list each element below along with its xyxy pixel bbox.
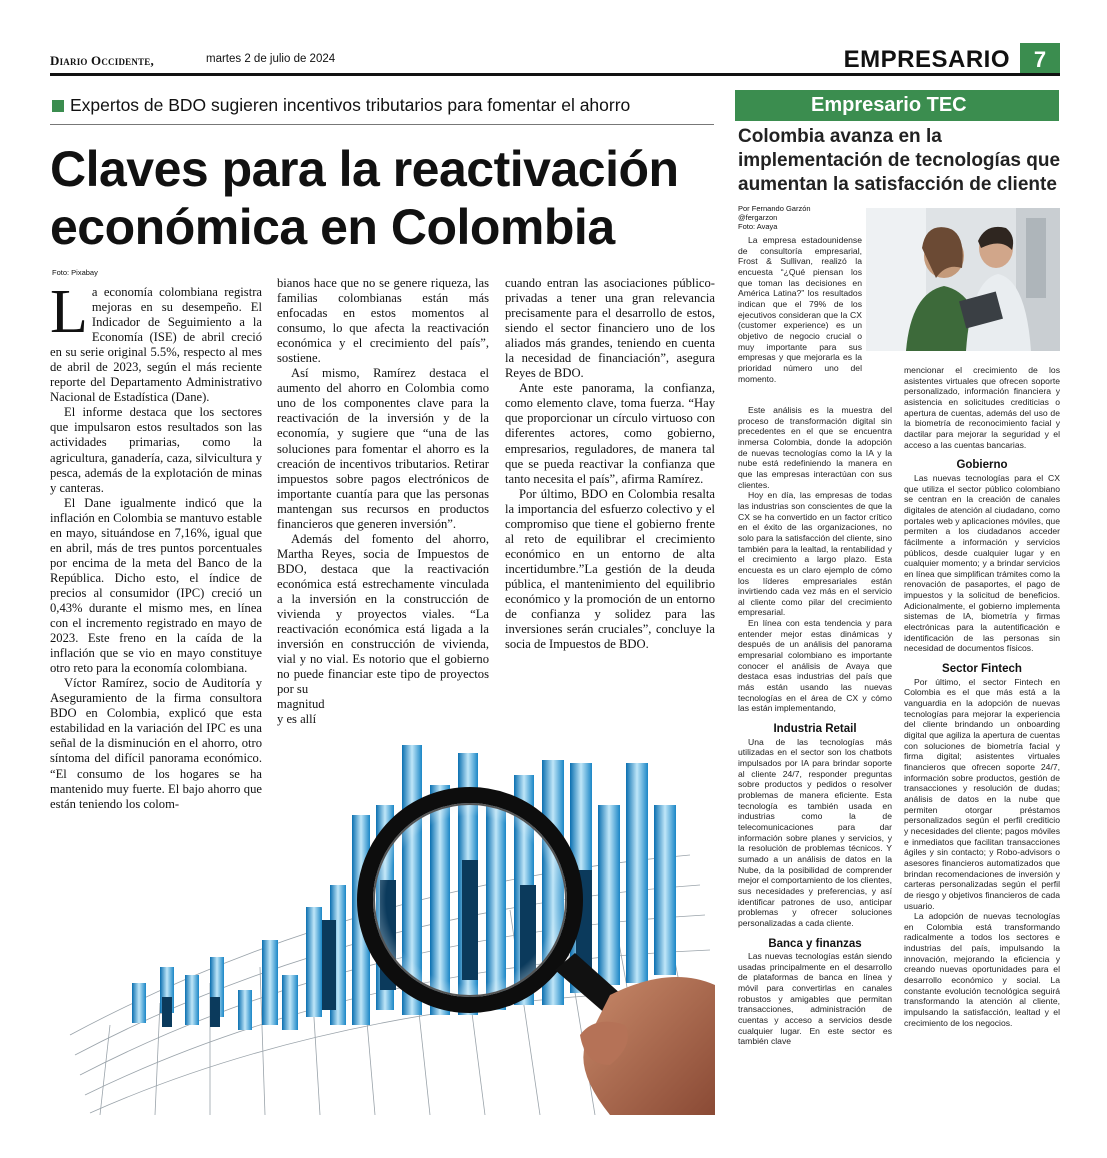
subhead-banca: Banca y finanzas [768, 937, 862, 950]
paragraph-fragment: y es allí [277, 712, 317, 727]
paragraph: El Dane igualmente indicó que la inflación en Colombia se mantuvo estable en mayo, situándose en 7,16%, igual que en abril, más de tres puntos porcentuales por encima de la meta del Banco de la República. Dicho esto, el índice de precios al consumidor (IPC) creció un 0,43% durante el mismo mes, en línea con el incremento registrado en mayo de 2023. Este freno en la caída de la inflación que se vio en mayo constituye otro reto para la economía colombiana. [50, 495, 262, 676]
drop-cap: L [50, 278, 88, 346]
tec-headline: Colombia avanza en la implementación de tecnologías que aumentan la satisfacción de cliente [738, 126, 1061, 195]
paper-name: Diario Occidente, [50, 53, 154, 68]
paragraph: Ante este panorama, la confianza, como elemento clave, toma fuerza. “Hay que proporcionar un círculo virtuoso con diferentes actores, como gobierno, empresarios, reguladores, de manera tal que se pueda reactivar la confianza que tanto necesita el país”, afirma Ramírez. [505, 381, 715, 486]
photo-credit: Foto: Pixabay [52, 268, 98, 277]
subhead-retail: Industria Retail [773, 723, 857, 736]
paragraph: Además del fomento del ahorro, Martha Reyes, socia de Impuestos de BDO, destaca que la reactivación económica está estrechamente vinculada a la inversión en la construcción de vivienda y proyectos viales. “La reactivación económica está ligada a la inversión en construcción de vivienda, vial y no vial. Es notorio que el gobierno no puede financiar este tipo de proyectos por su [277, 531, 489, 697]
tec-column-1 [738, 405, 892, 1047]
paragraph: mencionar el crecimiento de los asistentes virtuales que ofrecen soporte personalizado, información financiera y asistencia en solicitudes crediticias o apertura de cuentas, además del uso de la biometría de reconocimiento facial y dactilar para mejorar la seguridad y el acceso a las cuentas bancarias. [904, 365, 1060, 450]
headline-line-1: Claves para la reactivación [50, 141, 679, 197]
paragraph: El informe destaca que los sectores que impulsaron estos resultados son las actividades primarias, como la agricultura, ganadería, caza, silvicultura y pesca, además de la explotación de minas y canteras. [50, 405, 262, 495]
kicker-text: Expertos de BDO sugieren incentivos tributarios para fomentar el ahorro [70, 95, 631, 115]
green-square-icon [52, 100, 64, 112]
subhead-fintech: Sector Fintech [942, 663, 1022, 676]
paragraph: Así mismo, Ramírez destaca el aumento del ahorro en Colombia como uno de los componentes clave para la reactivación de la inversión y de la economía, y sugiere que “una de las soluciones para fomentar el ahorro es la creación de incentivos tributarios. Retirar impuestos sobre pagos electrónicos de importante cuantía para que las personas mantengan sus recursos en productos financieros que generen inversión”. [277, 366, 489, 531]
paragraph: Hoy en día, las empresas de todas las industrias son conscientes de que la CX se ha convertido en un factor crítico en el éxito de las organizaciones, no solo para la satisfacción del cliente, sino también para la lealtad, la rentabilidad y el crecimiento a largo plazo. Esta encuesta es un claro ejemplo de cómo los líderes empresariales están invirtiendo cada vez más en el servicio al cliente como pilar del crecimiento empresarial. [738, 490, 892, 618]
paragraph: bianos hace que no se genere riqueza, las familias colombianas están más enfocadas en estos momentos al consumo, lo que afecta la reactivación económica y el crecimiento del país”, sostiene. [277, 276, 489, 366]
paragraph: La empresa estadounidense de consultoría empresarial, Frost & Sullivan, realizó la encuesta “¿Qué piensan los que toman las decisiones en América Latina?” los resultados indican que el 79% de los ejecutivos consideran que la CX (customer experience) es un objetivo de negocio crucial o muy importante para sus empresas y que mejorarla es la prioridad número uno del momento. [738, 235, 862, 384]
subhead-gobierno: Gobierno [956, 459, 1008, 472]
byline-photo-credit: Foto: Avaya [738, 222, 778, 232]
article-column-1 [50, 278, 262, 812]
paragraph: Una de las tecnologías más utilizadas en el sector son los chatbots impulsados por IA para brindar soporte al cliente 24/7, responder preguntas sobre productos y pedidos o resolver problemas de manera eficiente. Esta tecnología es también usada en industrias como la de telecomunicaciones para dar información sobre planes y servicios, y la resolución de problemas técnicos. Y sumado a un análisis de datos en la Nube, da la posibilidad de comprender mejor el comportamiento de los clientes, sus necesidades y preferencias, y así identificar patrones de uso, anticipar problemas y ofrecer soluciones personalizadas a cada cliente. [738, 736, 892, 928]
paragraph: cuando entran las asociaciones público-privadas a tener una gran relevancia precisamente para el desarrollo de estos, siendo el sector financiero uno de los aliados más grandes, teniendo en cuenta la necesidad de financiación”, asegura Reyes de BDO. [505, 276, 715, 381]
byline-handle: @fergarzon [738, 213, 778, 223]
kicker-divider [50, 124, 714, 125]
paragraph: La economía colombiana registra mejoras en su desempeño. El Indicador de Seguimiento a la Economía (ISE) de abril creció en su serie original 5.5%, respecto al mes de abril de 2023, según el más reciente reporte del Departamento Administrativo Nacional de Estadística (Dane). [50, 278, 262, 405]
article-kicker [52, 95, 712, 116]
paragraph: En línea con esta tendencia y para entender mejor estas dinámicas y después de un análisis del panorama empresarial colombiano es importante conocer el análisis de Avaya que destaca esas industrias del país que más están usando las nuevas tecnologías en el área de CX y cómo las están implementando, [738, 618, 892, 714]
byline-author: Por Fernando Garzón [738, 204, 811, 213]
article-headline [50, 140, 730, 256]
issue-date: martes 2 de julio de 2024 [206, 53, 336, 65]
paragraph: Este análisis es la muestra del proceso de transformación digital sin precedentes en el que se encuentra inmersa Colombia, donde la adopción de nuevas tecnologías como la IA y la nube está redefiniendo la manera en que las empresas interactúan con sus clientes. [738, 405, 892, 490]
section-title: EMPRESARIO [843, 46, 1010, 73]
headline-line-2: económica en Colombia [50, 199, 615, 255]
paragraph: Las nuevas tecnologías están siendo usadas principalmente en el desarrollo de plataformas de banca en línea y móvil para convertirlas en canales robustos y amigables que permitan transacciones, administración de cuentas y acceso a servicios desde cualquier lugar. En este sector es también clave [738, 951, 892, 1047]
paragraph: Las nuevas tecnologías para el CX que utiliza el sector público colombiano se centran en la creación de canales digitales de atención al ciudadano, como portales web y aplicaciones móviles, que permiten a los ciudadanos acceder fácilmente a información y servicios públicos, desde cualquier lugar y en cualquier momento; y a brindar servicios en línea que simplifican trámites como la renovación de pasaportes, el pago de impuestos y la solicitud de beneficios. Adicionalmente, el gobierno implementa sistemas de IA, biometría y firmas electrónicas para la autentificación e identificación de las personas sin necesidad de documentos físicos. [904, 472, 1060, 654]
tec-byline [738, 204, 811, 232]
paragraph: Por último, BDO en Colombia resalta la importancia del esfuerzo colectivo y el compromiso que tiene el gobierno frente al reto de equilibrar el crecimiento económico en un entorno de alta incertidumbre.”La gestión de la deuda pública, el mantenimiento del equilibrio económico y la promoción de un entorno de confianza y solidez para las inversiones serán cruciales”, concluye la socia de Impuestos de BDO. [505, 486, 715, 652]
paragraph: Víctor Ramírez, socio de Auditoría y Aseguramiento de la firma consultora BDO en Colombia, explicó que esta estabilidad en la variación del IPC es una señal de la disminución en el ahorro, otro síntoma del difícil panorama económico. “El consumo de los hogares se ha mantenido muy fuerte. El bajo ahorro que están teniendo los colom- [50, 676, 262, 811]
article-column-3 [505, 276, 715, 652]
paragraph-fragment: magnitud [277, 697, 325, 712]
tec-column-2 [904, 365, 1060, 1028]
tec-banner: Empresario TEC [735, 90, 1059, 121]
magnifying-glass-illustration [50, 735, 715, 1115]
paragraph: La adopción de nuevas tecnologías en Colombia está transformando radicalmente a todos los sectores e industrias del país, impulsando la innovación, mejorando la eficiencia y creando nuevas oportunidades para el desarrollo económico y social. La constante evolución tecnológica seguirá transformando la atención al cliente, impulsando la satisfacción, lealtad y el crecimiento de los negocios. [904, 911, 1060, 1028]
page-number: 7 [1020, 43, 1060, 76]
paragraph: Por último, el sector Fintech en Colombia es el que más está a la vanguardia en la adopción de nuevas tecnologías para mejorar la experiencia del cliente brindando un onboarding digital que agiliza la apertura de cuentas con soluciones de biometría facial y firma digital; asistentes virtuales financieros que ofrecen soporte 24/7, información sobre productos, gestión de transacciones y resolución de dudas; análisis de datos en la nube que permiten otorgar préstamos personalizados según el perfil crediticio y necesidades del cliente; pagos móviles e inmediatos que facilitan transacciones ágiles y sin contacto; y Robo-advisors o asesores financieros automatizados que brindan recomendaciones de inversión y carteras personalizadas según el perfil de riesgo y objetivos financieros de cada usuario. [904, 676, 1060, 911]
article-column-2 [277, 276, 489, 727]
masthead-rule [50, 73, 1060, 76]
masthead-bar [50, 46, 1060, 76]
tec-column-1-top [738, 235, 862, 384]
business-people-photo [866, 208, 1060, 351]
